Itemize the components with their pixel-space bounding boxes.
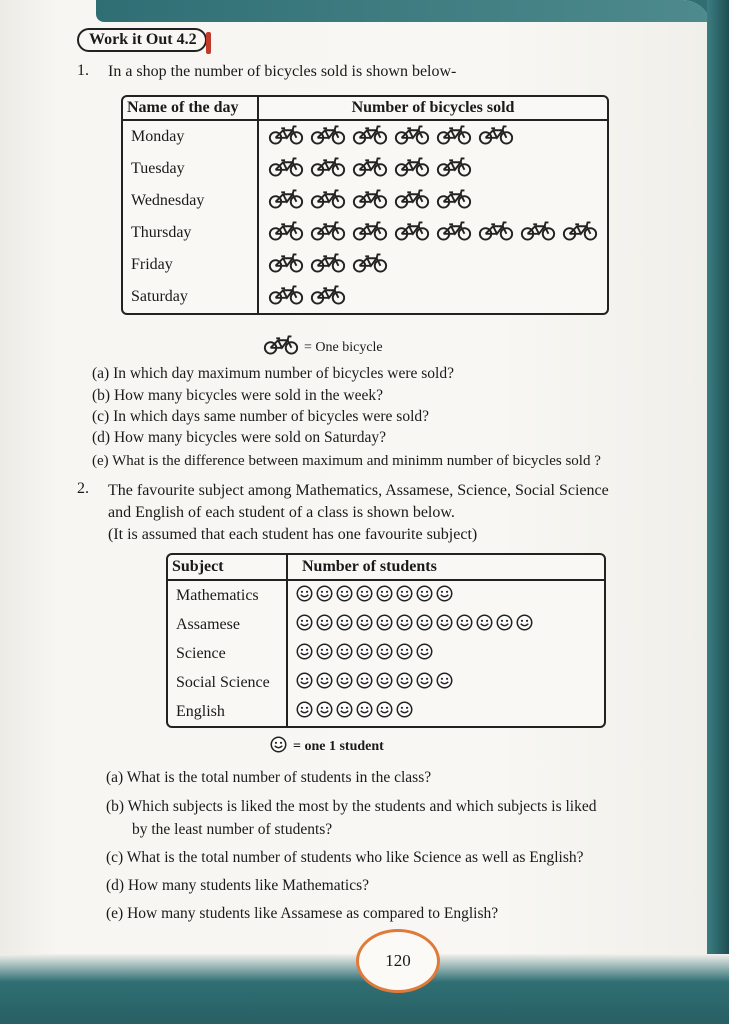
page-number: 120 <box>356 929 440 993</box>
table-row <box>123 249 607 281</box>
bicycle-icon <box>393 124 431 151</box>
smiley-icon <box>376 701 395 723</box>
smiley-icon <box>436 614 455 636</box>
smiley-icons <box>288 668 604 697</box>
bicycle-icon <box>309 188 347 215</box>
q2-sub-e: (e) How many students like Assamese as compared to English? <box>106 905 499 922</box>
table-row <box>123 217 607 249</box>
bicycle-icon <box>267 220 305 247</box>
q2-sub-b: (b) Which subjects is liked the most by the students and which subjects is liked <box>106 798 597 815</box>
section-title: Work it Out 4.2 <box>77 28 207 52</box>
subject-name: Social Science <box>168 668 288 697</box>
q2-sub-d: (d) How many students like Mathematics? <box>106 877 370 894</box>
smiley-icon <box>376 643 395 665</box>
subject-name: Mathematics <box>168 581 288 610</box>
q1-sub-a: (a) In which day maximum number of bicycles were sold? <box>92 365 454 382</box>
q1-text: In a shop the number of bicycles sold is shown below- <box>108 63 457 80</box>
smiley-icon <box>336 643 355 665</box>
smiley-icon <box>376 585 395 607</box>
q2-sub-b-cont: by the least number of students? <box>132 821 333 838</box>
q2-number: 2. <box>77 480 89 497</box>
smiley-icon <box>316 585 335 607</box>
smiley-icon <box>336 701 355 723</box>
table-row <box>168 697 604 726</box>
bicycle-icon <box>309 252 347 279</box>
bicycle-icon <box>267 188 305 215</box>
q1-sub-d: (d) How many bicycles were sold on Saturday? <box>92 429 386 446</box>
student-legend-text: = one 1 student <box>293 739 384 754</box>
smiley-icon <box>436 672 455 694</box>
q2-line-2: and English of each student of a class is shown below. <box>108 504 455 521</box>
bicycle-icon <box>477 220 515 247</box>
day-name: Wednesday <box>123 185 259 217</box>
bicycle-icons <box>259 249 607 281</box>
bicycle-icon <box>267 252 305 279</box>
bicycle-legend <box>262 334 383 361</box>
day-name: Tuesday <box>123 153 259 185</box>
smiley-icons <box>288 581 604 610</box>
bicycle-icon <box>309 156 347 183</box>
bicycle-icon <box>351 124 389 151</box>
table-row <box>168 581 604 610</box>
bicycle-icons <box>259 185 607 217</box>
bicycle-icon <box>309 124 347 151</box>
smiley-icon <box>496 614 515 636</box>
smiley-icon <box>296 643 315 665</box>
table2-header-subject: Subject <box>168 555 288 581</box>
smiley-icon <box>296 672 315 694</box>
bicycle-icons <box>259 153 607 185</box>
table-row <box>123 281 607 313</box>
smiley-icon <box>416 585 435 607</box>
bicycle-icon <box>393 156 431 183</box>
smiley-icon <box>296 701 315 723</box>
bicycle-icon <box>477 124 515 151</box>
day-name: Saturday <box>123 281 259 313</box>
smiley-icon <box>516 614 535 636</box>
bicycle-icon <box>393 220 431 247</box>
table2-header-count: Number of students <box>288 555 604 581</box>
bicycle-icon <box>435 124 473 151</box>
smiley-icon <box>396 672 415 694</box>
smiley-icon <box>270 736 289 758</box>
bicycle-icon <box>519 220 557 247</box>
day-name: Monday <box>123 121 259 153</box>
table1-header-day: Name of the day <box>123 97 259 121</box>
smiley-icon <box>296 585 315 607</box>
q2-sub-a: (a) What is the total number of students in the class? <box>106 769 432 786</box>
smiley-icon <box>336 585 355 607</box>
subject-name: Science <box>168 639 288 668</box>
smiley-icons <box>288 639 604 668</box>
smiley-icon <box>396 701 415 723</box>
bicycle-icons <box>259 121 607 153</box>
smiley-icon <box>416 643 435 665</box>
table-row <box>168 668 604 697</box>
q1-sub-b: (b) How many bicycles were sold in the week? <box>92 387 383 404</box>
q1-sub-e: (e) What is the difference between maximum and minimm number of bicycles sold ? <box>92 453 601 469</box>
smiley-icon <box>416 672 435 694</box>
table-row <box>123 153 607 185</box>
bicycle-icon <box>309 284 347 311</box>
smiley-icon <box>376 672 395 694</box>
smiley-icon <box>356 643 375 665</box>
smiley-icon <box>336 672 355 694</box>
smiley-icon <box>316 701 335 723</box>
student-legend <box>270 736 384 758</box>
bicycle-icon <box>435 188 473 215</box>
smiley-icon <box>356 614 375 636</box>
smiley-icon <box>316 614 335 636</box>
table-row <box>168 639 604 668</box>
smiley-icon <box>356 701 375 723</box>
table-row <box>123 121 607 153</box>
bicycle-pictograph-table <box>121 95 609 315</box>
subject-name: Assamese <box>168 610 288 639</box>
bicycle-icon <box>393 188 431 215</box>
smiley-icon <box>356 672 375 694</box>
table1-header-count: Number of bicycles sold <box>259 97 607 121</box>
bicycle-icon <box>351 188 389 215</box>
bicycle-icon <box>351 252 389 279</box>
smiley-icon <box>476 614 495 636</box>
smiley-icon <box>456 614 475 636</box>
smiley-icons <box>288 610 604 639</box>
smiley-icon <box>396 585 415 607</box>
day-name: Friday <box>123 249 259 281</box>
q1-number: 1. <box>77 62 89 79</box>
bicycle-icons <box>259 281 607 313</box>
bicycle-legend-text: = One bicycle <box>304 339 383 355</box>
bicycle-icon <box>351 156 389 183</box>
smiley-icon <box>296 614 315 636</box>
smiley-icons <box>288 697 604 726</box>
smiley-icon <box>436 585 455 607</box>
bicycle-icon <box>262 334 300 361</box>
q2-line-1: The favourite subject among Mathematics, Assamese, Science, Social Science <box>108 482 609 499</box>
bicycle-icon <box>267 124 305 151</box>
q2-line-3: (It is assumed that each student has one favourite subject) <box>108 526 478 543</box>
q1-sub-c: (c) In which days same number of bicycles were sold? <box>92 408 430 425</box>
bicycle-icons <box>259 217 607 249</box>
smiley-icon <box>356 585 375 607</box>
top-ribbon <box>96 0 712 22</box>
students-pictograph-table <box>166 553 606 728</box>
bicycle-icon <box>267 156 305 183</box>
bicycle-icon <box>267 284 305 311</box>
smiley-icon <box>316 643 335 665</box>
bicycle-icon <box>309 220 347 247</box>
table-row <box>168 610 604 639</box>
smiley-icon <box>416 614 435 636</box>
table-row <box>123 185 607 217</box>
smiley-icon <box>396 643 415 665</box>
page-edge <box>707 0 729 1024</box>
bicycle-icon <box>435 220 473 247</box>
smiley-icon <box>376 614 395 636</box>
bicycle-icon <box>351 220 389 247</box>
smiley-icon <box>336 614 355 636</box>
bicycle-icon <box>561 220 599 247</box>
smiley-icon <box>396 614 415 636</box>
bicycle-icon <box>435 156 473 183</box>
q2-sub-c: (c) What is the total number of students who like Science as well as English? <box>106 849 584 866</box>
subject-name: English <box>168 697 288 726</box>
day-name: Thursday <box>123 217 259 249</box>
smiley-icon <box>316 672 335 694</box>
